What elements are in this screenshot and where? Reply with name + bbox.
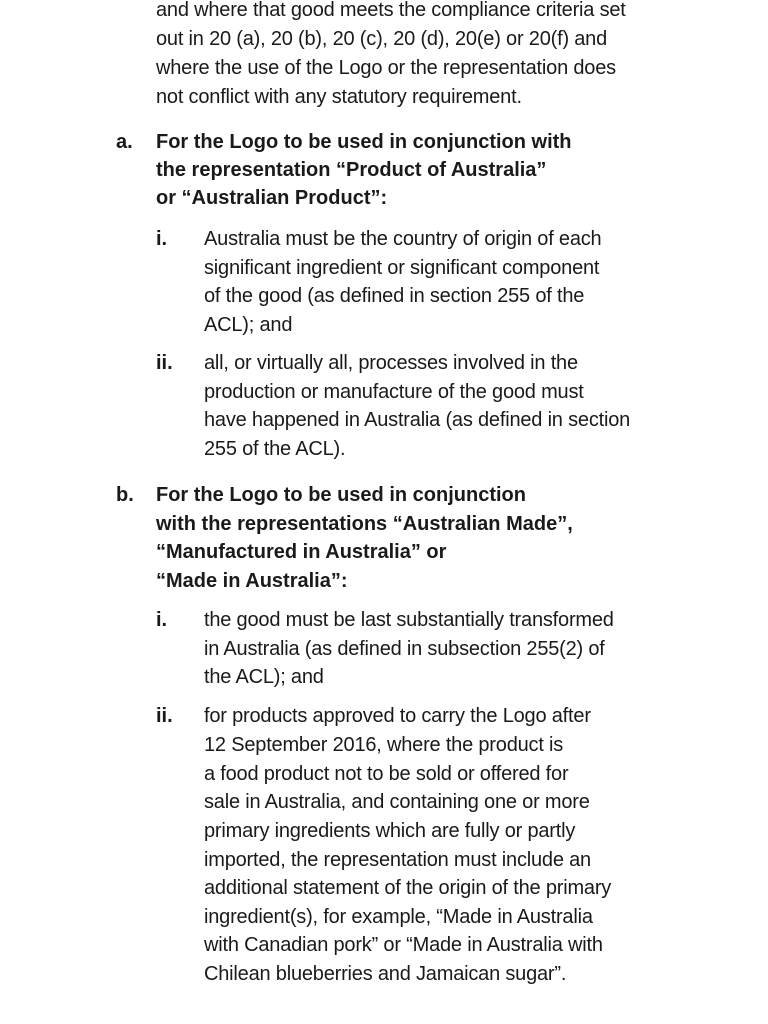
section-a-item-i-line: of the good (as defined in section 255 of the bbox=[204, 285, 585, 307]
section-a-item-i-line: Australia must be the country of origin of each bbox=[204, 228, 602, 250]
section-a-item-ii-marker: ii. bbox=[156, 352, 173, 374]
section-b-item-i-line: the good must be last substantially transformed bbox=[204, 609, 614, 631]
section-a-item-i-marker: i. bbox=[156, 228, 168, 250]
section-b-item-i-line: in Australia (as defined in subsection 255(2) of bbox=[204, 638, 605, 660]
section-a-marker: a. bbox=[116, 131, 133, 153]
section-b-item-ii-marker: ii. bbox=[156, 705, 173, 727]
section-b-item-ii-line: primary ingredients which are fully or partly bbox=[204, 820, 576, 842]
intro-line: and where that good meets the compliance criteria set bbox=[156, 0, 626, 21]
section-b-heading: with the representations “Australian Made”, bbox=[156, 513, 573, 535]
section-b-item-ii-line: with Canadian pork” or “Made in Australia with bbox=[204, 934, 603, 956]
section-b-item-ii-line: ingredient(s), for example, “Made in Australia bbox=[204, 906, 593, 928]
section-a-item-i-line: ACL); and bbox=[204, 314, 293, 336]
section-a-item-ii-line: have happened in Australia (as defined in section bbox=[204, 409, 631, 431]
section-b-item-i-marker: i. bbox=[156, 609, 168, 631]
section-a-heading: the representation “Product of Australia” bbox=[156, 159, 547, 181]
section-a-item-ii-line: 255 of the ACL). bbox=[204, 438, 346, 460]
intro-line: out in 20 (a), 20 (b), 20 (c), 20 (d), 20(e) or 20(f) and bbox=[156, 28, 608, 50]
section-b-heading: “Made in Australia”: bbox=[156, 570, 348, 592]
section-b-heading: For the Logo to be used in conjunction bbox=[156, 484, 526, 506]
section-a-item-i-line: significant ingredient or significant component bbox=[204, 257, 600, 279]
section-b-item-ii-line: 12 September 2016, where the product is bbox=[204, 734, 564, 756]
intro-line: not conflict with any statutory requirement. bbox=[156, 86, 522, 108]
section-b-item-ii-line: imported, the representation must include an bbox=[204, 849, 591, 871]
section-b-item-ii-line: for products approved to carry the Logo after bbox=[204, 705, 591, 727]
section-b-heading: “Manufactured in Australia” or bbox=[156, 541, 447, 563]
section-a-heading: For the Logo to be used in conjunction with bbox=[156, 131, 572, 153]
section-b-item-ii-line: Chilean blueberries and Jamaican sugar”. bbox=[204, 963, 567, 985]
section-b-item-ii-line: a food product not to be sold or offered for bbox=[204, 763, 569, 785]
intro-line: where the use of the Logo or the representation does bbox=[156, 57, 616, 79]
section-a-heading: or “Australian Product”: bbox=[156, 187, 388, 209]
section-a-item-ii-line: all, or virtually all, processes involved in the bbox=[204, 352, 578, 374]
section-b-marker: b. bbox=[116, 484, 134, 506]
section-a-item-ii-line: production or manufacture of the good must bbox=[204, 381, 584, 403]
section-b-item-ii-line: additional statement of the origin of the primary bbox=[204, 877, 612, 899]
section-b-item-ii-line: sale in Australia, and containing one or more bbox=[204, 791, 590, 813]
section-b-item-i-line: the ACL); and bbox=[204, 666, 324, 688]
